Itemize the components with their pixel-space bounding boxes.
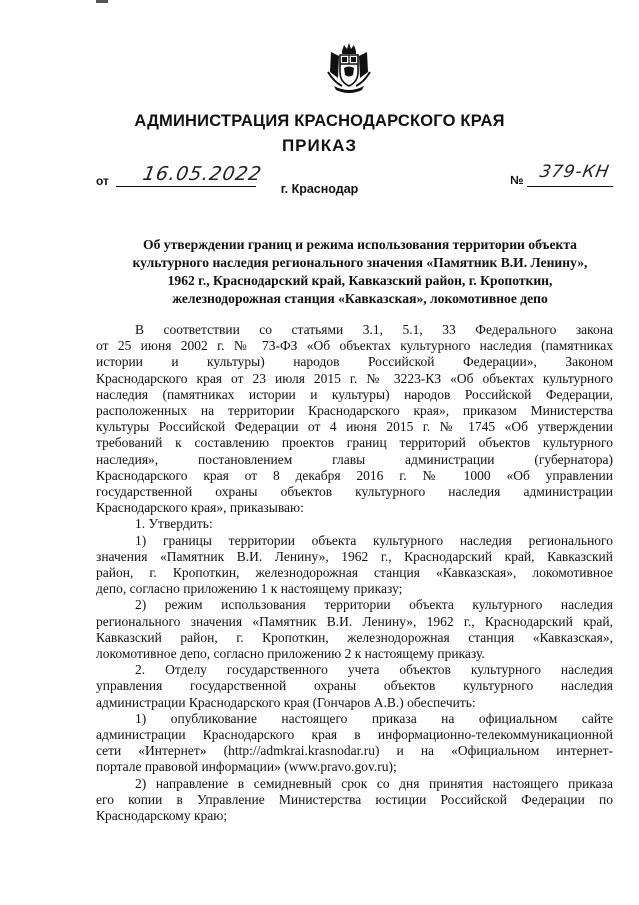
body-line: его копии в Управление Министерства юстиции Российской Федерации по — [96, 791, 613, 807]
body-line: Краснодарского края от 23 июля 2015 г. № 3223-КЗ «Об объектах культурного — [96, 370, 613, 386]
document-body — [96, 322, 613, 824]
body-line: 1. Утвердить: — [135, 516, 213, 532]
organization-name: АДМИНИСТРАЦИЯ КРАСНОДАРСКОГО КРАЯ — [134, 112, 505, 130]
body-line: 2) направление в семидневный срок со дня принятия настоящего приказа — [135, 775, 613, 791]
body-paragraph — [96, 776, 613, 825]
body-line: администрации Краснодарского края в информационно-телекоммуникационной — [96, 727, 613, 743]
title-line: железнодорожная станция «Кавказская», локомотивное депо — [172, 291, 548, 306]
number-prefix: № — [510, 173, 524, 187]
handwritten-date: 16.05.2022 — [141, 163, 264, 185]
title-line: Об утверждении границ и режима использования территории объекта — [143, 237, 577, 252]
body-line: Краснодарскому краю; — [96, 808, 228, 824]
body-line: значения «Памятник В.И. Ленину», 1962 г., Краснодарский край, Кавказский — [96, 548, 613, 564]
body-line: сети «Интернет» (http://admkrai.krasnodar.ru) и на «Официальном интернет- — [96, 743, 613, 759]
body-line: государственной охраны объектов культурного наследия администрации — [96, 484, 613, 500]
body-line: Краснодарского края от 8 декабря 2016 г. № 1000 «Об управлении — [96, 467, 613, 483]
body-line: 2) режим использования территории объекта культурного наследия — [135, 597, 613, 613]
body-line: администрации Краснодарского края (Гончаров А.В.) обеспечить: — [96, 694, 476, 710]
body-line: депо, согласно приложению 1 к настоящему приказу; — [96, 581, 403, 597]
body-line: Кавказский район, г. Кропоткин, железнодорожная станция «Кавказская», — [96, 629, 613, 645]
body-line: управления государственной охраны объектов культурного наследия — [96, 678, 613, 694]
document-title — [110, 236, 610, 308]
body-line: расположенных на территории Краснодарского края», приказом Министерства — [96, 403, 613, 419]
date-prefix: от — [96, 174, 109, 188]
body-paragraph — [96, 597, 613, 662]
body-paragraph — [96, 533, 613, 598]
handwritten-number: 379-КН — [538, 162, 612, 182]
body-line: В соответствии со статьями 3.1, 5.1, 33 Федерального закона — [135, 322, 613, 337]
document-type: ПРИКАЗ — [281, 136, 358, 155]
body-line: от 25 июня 2002 г. № 73-ФЗ «Об объектах культурного наследия (памятниках — [96, 338, 613, 354]
body-line: регионального значения «Памятник В.И. Ленину», 1962 г., Краснодарский край, — [96, 613, 613, 629]
body-line: 1) границы территории объекта культурного наследия регионального — [135, 532, 613, 548]
body-line: наследия (памятниках истории и культуры) народов Российской Федерации, — [96, 386, 613, 402]
body-line: 2. Отделу государственного учета объектов культурного наследия — [135, 662, 613, 678]
coat-of-arms-icon — [326, 42, 372, 94]
body-line: наследия», постановлением главы администрации (губернатора) — [96, 451, 613, 467]
body-line: локомотивное депо, согласно приложению 2 к настоящему приказу. — [96, 646, 485, 662]
body-line: портале правовой информации» (www.pravo.gov.ru); — [96, 759, 397, 775]
body-line: культуры Российской Федерации от 4 июня 2015 г. № 1745 «Об утверждении — [96, 419, 613, 435]
body-paragraph — [96, 711, 613, 776]
body-line: район, г. Кропоткин, железнодорожная станция «Кавказская», локомотивное — [96, 565, 613, 581]
body-line: 1) опубликование настоящего приказа на официальном сайте — [135, 710, 613, 726]
title-line: культурного наследия регионального значения «Памятник В.И. Ленину», — [132, 255, 588, 270]
body-line: требований к составлению проектов границ территорий объектов культурного — [96, 435, 613, 451]
body-line: истории и культуры) народов Российской Федерации», Законом — [96, 354, 613, 370]
body-paragraph — [96, 516, 613, 532]
body-line: Краснодарского края», приказываю: — [96, 500, 304, 516]
city-name: г. Краснодар — [280, 182, 359, 196]
body-paragraph — [96, 322, 613, 516]
title-line: 1962 г., Краснодарский край, Кавказский район, г. Кропоткин, — [167, 273, 553, 288]
scan-mark — [96, 0, 108, 3]
body-paragraph — [96, 662, 613, 711]
